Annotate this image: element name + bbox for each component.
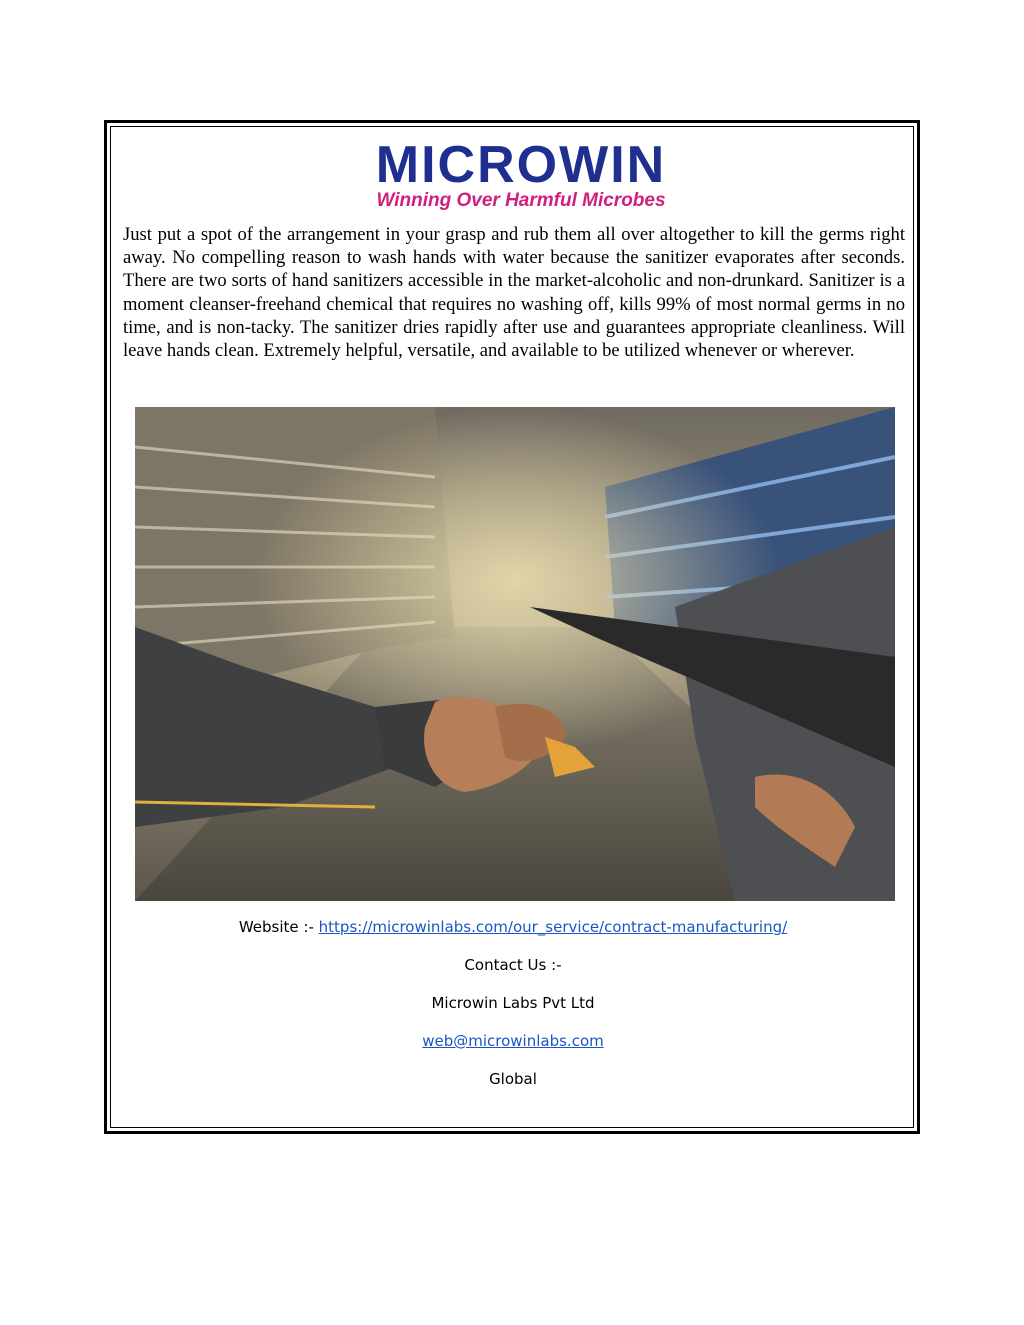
- website-line: [111, 917, 915, 937]
- microwin-logo: [361, 137, 681, 209]
- website-link[interactable]: https://microwinlabs.com/our_service/contract-manufacturing/: [318, 918, 788, 936]
- email-link[interactable]: web@microwinlabs.com: [422, 1032, 604, 1050]
- website-label: Website :-: [238, 918, 319, 936]
- company-name: Microwin Labs Pvt Ltd: [431, 994, 595, 1012]
- body-paragraph: Just put a spot of the arrangement in your grasp and rub them all over altogether to kill the germs right away. No compelling reason to wash hands with water because the sanitizer evaporates after seconds. There are two sorts of hand sanitizers accessible in the market-alcoholic and non-drunkard. Sanitizer is a moment cleanser-freehand chemical that requires no washing off, kills 99% of most normal germs in no time, and is non-tacky. The sanitizer dries rapidly after use and guarantees appropriate cleanliness. Will leave hands clean. Extremely helpful, versatile, and available to be utilized whenever or wherever.: [123, 224, 905, 362]
- contact-label: Contact Us :-: [464, 956, 562, 974]
- logo-tagline: Winning Over Harmful Microbes: [376, 190, 666, 211]
- logo-wordmark: MICROWIN: [375, 136, 667, 194]
- page-border: [104, 120, 920, 1134]
- warehouse-handshake-photo: [135, 407, 895, 901]
- page-inner-border: [110, 126, 914, 1128]
- location-text: Global: [489, 1070, 537, 1088]
- email-line: [111, 1031, 915, 1051]
